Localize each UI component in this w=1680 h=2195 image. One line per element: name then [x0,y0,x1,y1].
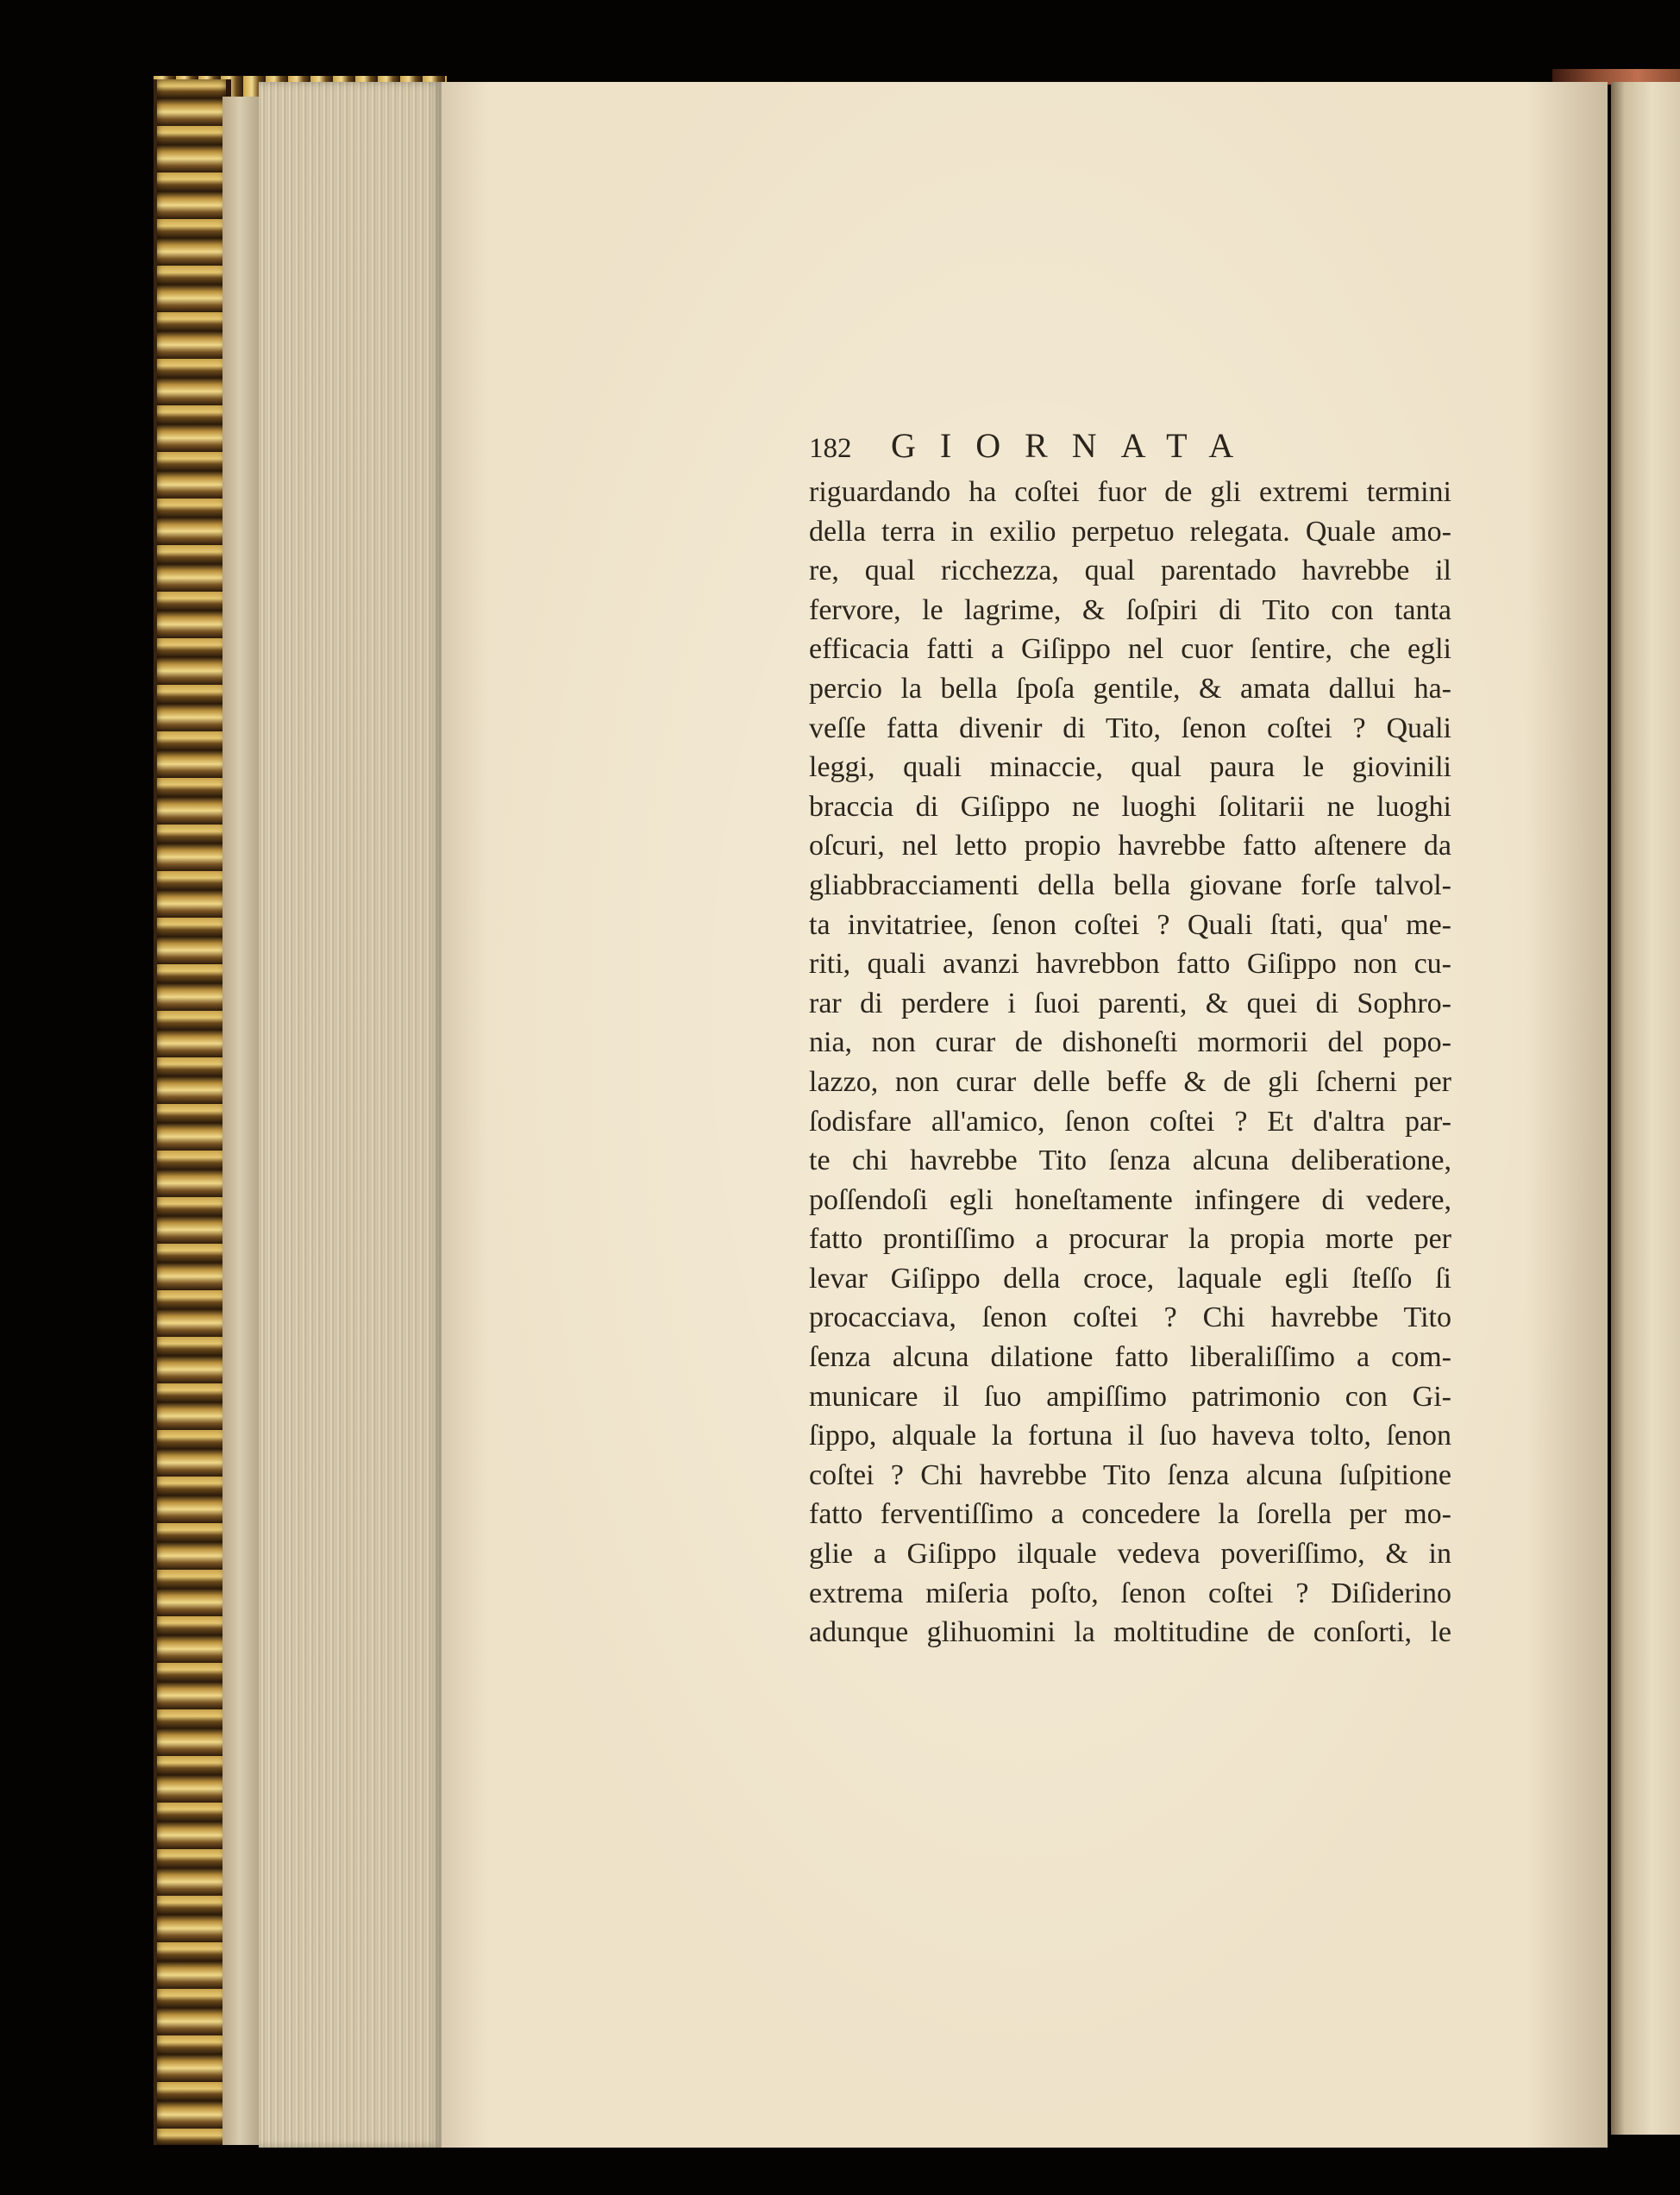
text-line: ta invitatriee, ſenon coſtei ? Quali ſtati, qua' me- [809,908,1451,941]
text-line: rar di perdere i ſuoi parenti, & quei di Sophro- [809,987,1451,1019]
running-head: GIORNATA [891,426,1258,465]
text-line: re, qual ricchezza, qual parentado havrebbe il [809,555,1451,587]
text-line: ſodisfare all'amico, ſenon coſtei ? Et d'altra par- [809,1105,1451,1138]
text-line: glie a Giſippo ilquale vedeva poveriſſimo, & in [809,1538,1451,1571]
text-line: adunque glihuomini la moltitudine de conſorti, le [809,1616,1451,1649]
text-line: oſcuri, nel letto propio havrebbe fatto aſtenere da [809,830,1451,862]
text-block [809,425,1451,1653]
text-line: ſippo, alquale la fortuna il ſuo haveva tolto, ſenon [809,1420,1451,1452]
text-line: gliabbracciamenti della bella giovane forſe talvol- [809,869,1451,901]
text-line: veſſe fatta divenir di Tito, ſenon coſtei ? Quali [809,712,1451,744]
page-edge-stack [259,82,442,2148]
text-line: leggi, quali minaccie, qual paura le giovinili [809,751,1451,784]
text-line: coſtei ? Chi havrebbe Tito ſenza alcuna ſuſpitione [809,1458,1451,1491]
text-line: procacciava, ſenon coſtei ? Chi havrebbe Tito [809,1301,1451,1334]
text-line: percio la bella ſpoſa gentile, & amata dallui ha- [809,672,1451,705]
text-line: poſſendoſi egli honeſtamente infingere di vedere, [809,1183,1451,1216]
text-line: della terra in exilio perpetuo relegata. Quale amo- [809,515,1451,548]
text-line: te chi havrebbe Tito ſenza alcuna deliberatione, [809,1145,1451,1177]
text-line: nia, non curar de dishoneſti mormorii del popo- [809,1026,1451,1059]
text-line: municare il ſuo ampiſſimo patrimonio con Gi- [809,1380,1451,1413]
text-line: riguardando ha coſtei fuor de gli extremi termini [809,476,1451,508]
text-line: fervore, le lagrime, & ſoſpiri di Tito con tanta [809,593,1451,626]
page-number: 182 [809,433,852,464]
page-header [809,425,1451,473]
text-line: riti, quali avanzi havrebbon fatto Giſippo non cu- [809,948,1451,981]
gilt-spine-edge [154,79,231,2145]
body-text [809,473,1451,1653]
facing-page-sliver [1611,82,1680,2135]
text-line: fatto ferventiſſimo a concedere la ſorella per mo- [809,1498,1451,1531]
text-line: extrema miſeria poſto, ſenon coſtei ? Diſiderino [809,1577,1451,1609]
text-line: efficacia fatti a Giſippo nel cuor ſentire, che egli [809,633,1451,666]
text-line: levar Giſippo della croce, laquale egli ſteſſo ſi [809,1262,1451,1295]
text-line: fatto prontiſſimo a procurar la propia morte per [809,1223,1451,1256]
text-line: lazzo, non curar delle beffe & de gli ſcherni per [809,1065,1451,1098]
text-line: braccia di Giſippo ne luoghi ſolitarii ne luoghi [809,790,1451,823]
text-line: ſenza alcuna dilatione fatto liberaliſſimo a com- [809,1341,1451,1374]
